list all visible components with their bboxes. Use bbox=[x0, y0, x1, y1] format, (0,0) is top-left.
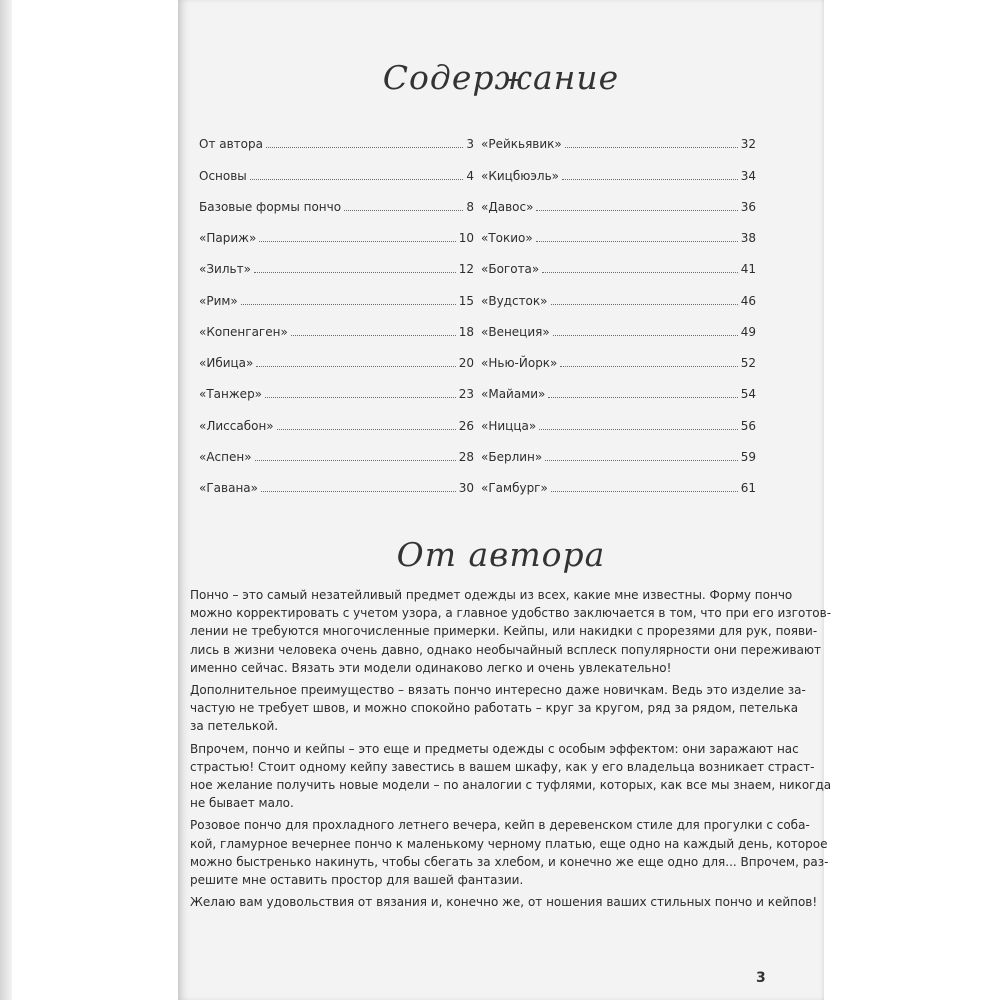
toc-entry bbox=[199, 214, 474, 245]
toc-entry-title: «Давос» bbox=[481, 199, 534, 214]
toc-entry-page: 20 bbox=[458, 356, 474, 370]
toc-entry-title: «Майами» bbox=[481, 387, 546, 402]
toc-entry-page: 23 bbox=[458, 387, 474, 402]
toc-entry bbox=[481, 370, 756, 401]
toc-entry-page: 46 bbox=[740, 293, 756, 308]
foreword-line: Пончо – это самый незатейливый предмет одежды из всех, какие мне известны. Форму пончо bbox=[190, 588, 793, 602]
foreword-line: решите мне оставить простор для вашей фантазии. bbox=[190, 873, 524, 888]
toc-entry bbox=[481, 308, 756, 339]
toc-dot-leader bbox=[548, 397, 737, 398]
toc-entry bbox=[199, 276, 474, 307]
toc-dot-leader bbox=[344, 210, 463, 211]
toc-entry-page: 8 bbox=[466, 199, 474, 214]
foreword-paragraph bbox=[190, 893, 818, 911]
toc-entry-page: 34 bbox=[740, 168, 756, 183]
toc-entry-title: «Богота» bbox=[481, 262, 540, 277]
foreword-line: Розовое пончо для прохладного летнего вечера, кейп в деревенском стиле для прогулки с соба- bbox=[190, 818, 810, 833]
toc-entry-page: 15 bbox=[458, 293, 474, 308]
foreword-paragraph bbox=[190, 586, 832, 677]
toc-entry-page: 3 bbox=[466, 137, 474, 152]
foreword-text bbox=[190, 586, 832, 915]
toc-entry-page: 38 bbox=[740, 231, 756, 245]
toc-entry bbox=[481, 245, 756, 276]
toc-entry bbox=[199, 183, 474, 214]
toc-entry-title: «Зильт» bbox=[199, 262, 251, 277]
toc-dot-leader bbox=[256, 366, 455, 367]
toc-dot-leader bbox=[551, 304, 738, 305]
toc-left-column bbox=[199, 120, 474, 495]
toc-entry-page: 41 bbox=[740, 262, 756, 277]
toc-entry-page: 52 bbox=[740, 356, 756, 370]
toc-dot-leader bbox=[241, 304, 456, 305]
toc-dot-leader bbox=[560, 366, 737, 367]
toc-entry bbox=[199, 151, 474, 182]
toc-entry bbox=[481, 276, 756, 307]
foreword-line: частую не требует швов, и можно спокойно работать – круг за кругом, ряд за рядом, петелька bbox=[190, 701, 799, 716]
toc-entry bbox=[199, 339, 474, 370]
toc-entry-page: 49 bbox=[740, 324, 756, 339]
toc-entry-page: 12 bbox=[458, 262, 474, 277]
toc-entry bbox=[481, 433, 756, 464]
toc-entry bbox=[481, 214, 756, 245]
toc-entry-title: «Кицбюэль» bbox=[481, 168, 559, 183]
toc-entry-title: «Копенгаген» bbox=[199, 324, 288, 339]
foreword-line: Желаю вам удовольствия от вязания и, конечно же, от ношения ваших стильных пончо и кейпов! bbox=[190, 895, 818, 910]
toc-entry bbox=[481, 183, 756, 214]
toc-entry-title: «Нью-Йорк» bbox=[481, 356, 558, 370]
toc-right-column bbox=[481, 120, 756, 495]
toc-entry-page: 26 bbox=[458, 418, 474, 433]
toc-entry-page: 56 bbox=[740, 418, 756, 433]
book-page bbox=[178, 0, 832, 1000]
toc-entry-title: «Берлин» bbox=[481, 449, 543, 464]
toc-entry-page: 54 bbox=[740, 387, 756, 402]
foreword-line: кой, гламурное вечернее пончо к маленькому черному платью, еще одно на каждый день, которое bbox=[190, 836, 828, 851]
foreword-paragraph bbox=[190, 681, 806, 736]
toc-heading: Содержание bbox=[382, 58, 620, 97]
toc-entry-title: «Гавана» bbox=[199, 481, 258, 495]
foreword-heading: От автора bbox=[396, 535, 606, 574]
toc-entry-title: «Танжер» bbox=[199, 387, 263, 402]
toc-entry bbox=[481, 401, 756, 432]
toc-entry-page: 61 bbox=[740, 481, 756, 495]
toc-entry bbox=[199, 370, 474, 401]
toc-entry-page: 32 bbox=[740, 137, 756, 152]
toc-entry-page: 18 bbox=[458, 324, 474, 339]
foreword-line: страстью! Стоит одному кейпу завестись в вашем шкафу, как у его владельца возникает страст- bbox=[190, 759, 815, 774]
foreword-line: ное желание получить новые модели – по аналогии с туфлями, которых, как все мы знаем, никогда bbox=[190, 778, 832, 793]
foreword-line: лении не требуются многочисленные примерки. Кейпы, или накидки с прорезями для рук, появи- bbox=[190, 624, 818, 639]
toc-entry-title: Основы bbox=[199, 168, 247, 183]
toc-dot-leader bbox=[536, 210, 737, 211]
toc-entry bbox=[199, 120, 474, 151]
toc-entry-title: «Рим» bbox=[199, 293, 238, 308]
toc-entry-title: «Париж» bbox=[199, 231, 257, 245]
toc-dot-leader bbox=[265, 397, 456, 398]
toc-entry-title: «Токио» bbox=[481, 231, 533, 245]
toc-dot-leader bbox=[545, 460, 737, 461]
page-spine-shadow bbox=[0, 0, 12, 1000]
toc-entry-title: «Ницца» bbox=[481, 418, 537, 433]
toc-dot-leader bbox=[254, 272, 456, 273]
toc-entry bbox=[199, 401, 474, 432]
toc-dot-leader bbox=[536, 241, 738, 242]
toc-entry-title: «Венеция» bbox=[481, 324, 550, 339]
foreword-paragraph bbox=[190, 740, 832, 813]
toc-entry-title: От автора bbox=[199, 137, 263, 152]
toc-entry-page: 28 bbox=[458, 449, 474, 464]
toc-entry bbox=[481, 120, 756, 151]
toc-dot-leader bbox=[565, 147, 738, 148]
toc-entry-title: «Вудсток» bbox=[481, 293, 548, 308]
foreword-line: можно корректировать с учетом узора, а главное удобство заключается в том, что при его изготов- bbox=[190, 606, 832, 621]
toc-entry-page: 4 bbox=[466, 168, 474, 183]
toc-dot-leader bbox=[277, 429, 456, 430]
toc-entry bbox=[199, 308, 474, 339]
toc-entry bbox=[481, 151, 756, 182]
foreword-line: не бывает мало. bbox=[190, 796, 294, 811]
toc-dot-leader bbox=[542, 272, 737, 273]
toc-entry-title: «Рейкьявик» bbox=[481, 137, 562, 152]
page-number: 3 bbox=[756, 970, 766, 986]
toc-entry-title: «Гамбург» bbox=[481, 481, 548, 495]
toc-entry bbox=[199, 245, 474, 276]
toc-entry bbox=[199, 433, 474, 464]
toc-entry-title: Базовые формы пончо bbox=[199, 199, 342, 214]
foreword-line: Дополнительное преимущество – вязать пончо интересно даже новичкам. Ведь это изделие за- bbox=[190, 683, 806, 698]
foreword-line: именно сейчас. Вязать эти модели одинаково легко и очень увлекательно! bbox=[190, 660, 672, 675]
foreword-line: Впрочем, пончо и кейпы – это еще и предметы одежды с особым эффектом: они заражают нас bbox=[190, 741, 799, 756]
toc-dot-leader bbox=[255, 460, 456, 461]
toc-entry bbox=[481, 339, 756, 370]
toc-dot-leader bbox=[259, 241, 455, 242]
toc-dot-leader bbox=[539, 429, 738, 430]
foreword-line: можно быстренько накинуть, чтобы сбегать за хлебом, и конечно же еще одно для... Впрочем, раз- bbox=[190, 854, 829, 869]
toc-entry-title: «Лиссабон» bbox=[199, 418, 274, 433]
toc-entry bbox=[481, 464, 756, 495]
toc-dot-leader bbox=[562, 179, 738, 180]
toc-dot-leader bbox=[266, 147, 463, 148]
toc-dot-leader bbox=[553, 335, 738, 336]
toc-dot-leader bbox=[551, 491, 738, 492]
toc-entry-page: 30 bbox=[458, 481, 474, 495]
toc-entry-title: «Аспен» bbox=[199, 449, 252, 464]
toc-entry-page: 59 bbox=[740, 449, 756, 464]
foreword-line: лись в жизни человека очень давно, однако необычайный всплеск популярности они переживают bbox=[190, 642, 822, 657]
toc-entry-page: 10 bbox=[458, 231, 474, 245]
foreword-line: за петелькой. bbox=[190, 719, 279, 734]
toc-entry bbox=[199, 464, 474, 495]
toc-dot-leader bbox=[250, 179, 464, 180]
toc-entry-page: 36 bbox=[740, 199, 756, 214]
foreword-paragraph bbox=[190, 816, 829, 889]
toc-entry-title: «Ибица» bbox=[199, 356, 254, 370]
toc-dot-leader bbox=[261, 491, 456, 492]
toc-dot-leader bbox=[291, 335, 456, 336]
